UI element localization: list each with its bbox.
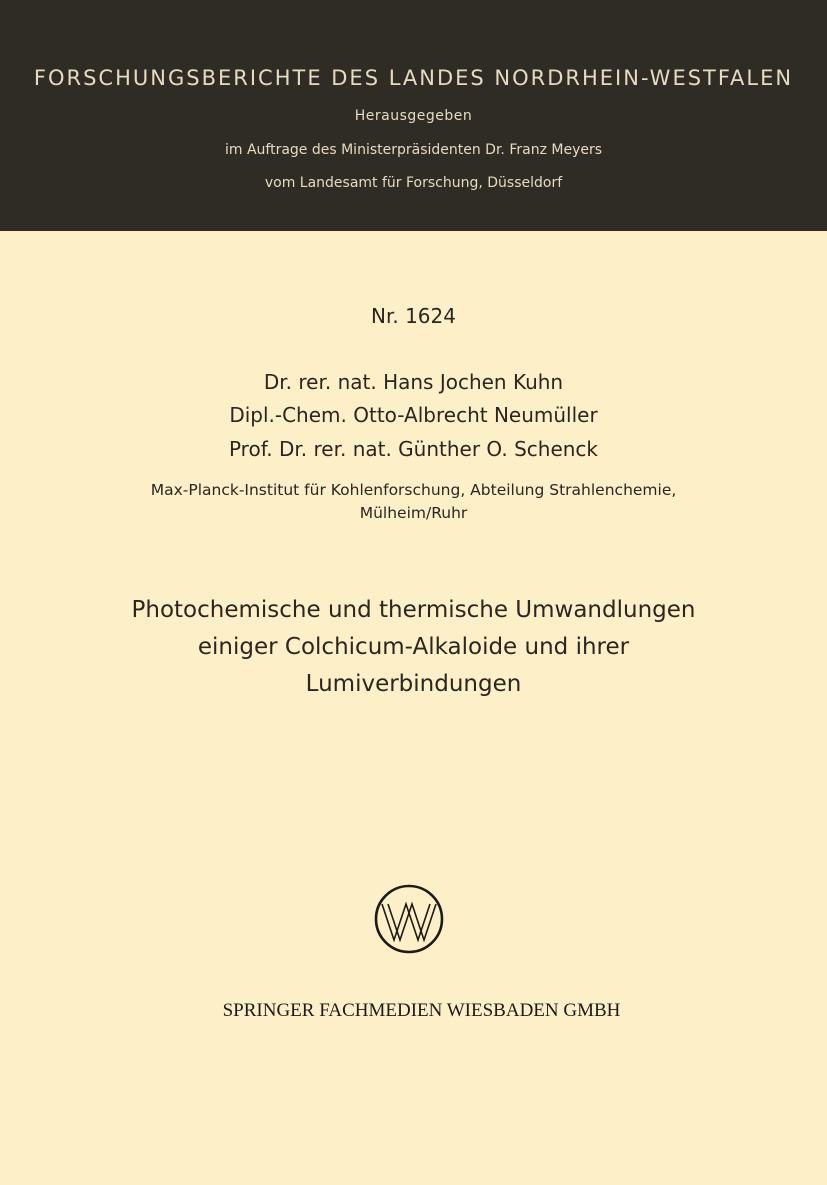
- commission-line: im Auftrage des Ministerpräsidenten Dr. Franz Meyers: [224, 142, 603, 158]
- author-1: Dr. rer. nat. Hans Jochen Kuhn: [263, 370, 564, 394]
- office-line: vom Landesamt für Forschung, Düsseldorf: [264, 175, 563, 191]
- series-header: [0, 0, 827, 231]
- institution-line-2: Mülheim/Ruhr: [359, 504, 468, 522]
- publisher-logo-icon: [373, 883, 445, 955]
- author-3: Prof. Dr. rer. nat. Günther O. Schenck: [228, 437, 599, 461]
- publisher-name: SPRINGER FACHMEDIEN WIESBADEN GMBH: [222, 1000, 621, 1021]
- editor-line: Herausgegeben: [354, 108, 473, 124]
- series-title: FORSCHUNGSBERICHTE DES LANDES NORDRHEIN-WESTFALEN: [33, 66, 794, 90]
- title-line-1: Photochemische und thermische Umwandlungen: [131, 597, 696, 623]
- institution-line-1: Max-Planck-Institut für Kohlenforschung, Abteilung Strahlenchemie,: [150, 481, 677, 499]
- report-number: Nr. 1624: [371, 304, 456, 328]
- title-line-3: Lumiverbindungen: [305, 671, 522, 697]
- author-2: Dipl.-Chem. Otto-Albrecht Neumüller: [229, 403, 598, 427]
- title-line-2: einiger Colchicum-Alkaloide und ihrer: [197, 634, 630, 660]
